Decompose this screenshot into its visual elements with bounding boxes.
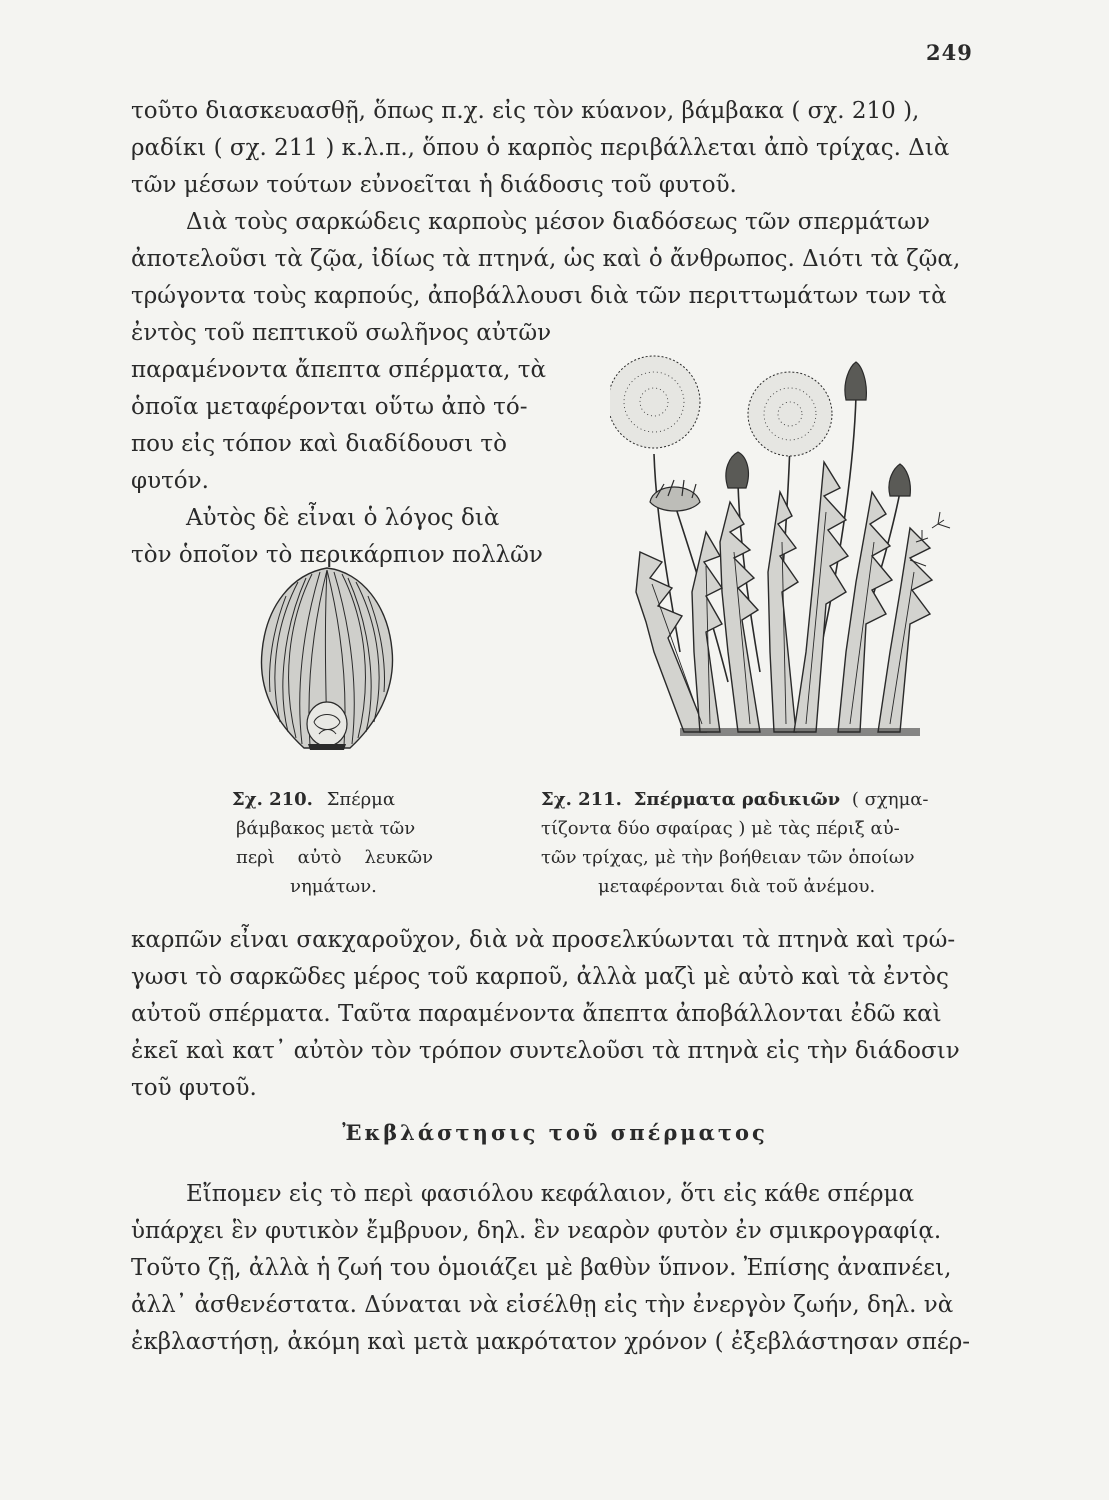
seed-head-right — [748, 372, 832, 456]
text-line: ἐκβλαστήσῃ, ἀκόμη καὶ μετὰ μακρότατον χρόνον ( ἐξεβλάστησαν σπέρ- — [131, 1329, 971, 1355]
text-line: καρπῶν εἶναι σακχαροῦχον, διὰ νὰ προσελκύωνται τὰ πτηνὰ καὶ τρώ- — [131, 927, 956, 953]
caption-line — [232, 788, 395, 812]
text-line: Διὰ τοὺς σαρκώδεις καρποὺς μέσον διαδόσεως τῶν σπερμάτων — [186, 209, 930, 235]
cotton-seed-illustration — [252, 562, 402, 754]
text-line: φυτόν. — [131, 468, 209, 494]
caption-line: μεταφέρονται διὰ τοῦ ἀνέμου. — [598, 876, 876, 897]
text-line: αὐτοῦ σπέρματα. Ταῦτα παραμένοντα ἄπεπτα ἀποβάλλονται ἐδῶ καὶ — [131, 1001, 942, 1027]
text-line: ὑπάρχει ἓν φυτικὸν ἔμβρυον, δηλ. ἓν νεαρὸν φυτὸν ἐν σμικρογραφίᾳ. — [131, 1218, 942, 1244]
caption-line: τίζοντα δύο σφαίρας ) μὲ τὰς πέριξ αὐ- — [541, 818, 900, 839]
text-line: που εἰς τόπον καὶ διαδίδουσι τὸ — [131, 431, 507, 457]
page-number: 249 — [926, 40, 973, 65]
text-line: τὸν ὁποῖον τὸ περικάρπιον πολλῶν — [131, 542, 543, 568]
caption-line — [541, 788, 929, 812]
text-line: γωσι τὸ σαρκῶδες μέρος τοῦ καρποῦ, ἀλλὰ μαζὶ μὲ αὐτὸ καὶ τὰ ἐντὸς — [131, 964, 949, 990]
caption-label: Σχ. 211. — [541, 789, 622, 810]
text-line: τοῦτο διασκευασθῇ, ὅπως π.χ. εἰς τὸν κύανον, βάμβακα ( σχ. 210 ), — [131, 98, 920, 124]
text-line: ἐντὸς τοῦ πεπτικοῦ σωλῆνος αὐτῶν — [131, 320, 552, 346]
caption-line: βάμβακος μετὰ τῶν — [236, 818, 416, 839]
text-line: ἀλλ᾽ ἀσθενέστατα. Δύναται νὰ εἰσέλθῃ εἰς τὴν ἐνεργὸν ζωήν, δηλ. νὰ — [131, 1292, 954, 1318]
section-heading: Ἐκβλάστησις τοῦ σπέρματος — [342, 1120, 768, 1145]
text-line: Εἴπομεν εἰς τὸ περὶ φασιόλου κεφάλαιον, ὅτι εἰς κάθε σπέρμα — [186, 1181, 914, 1207]
text-line: ἀποτελοῦσι τὰ ζῷα, ἰδίως τὰ πτηνά, ὡς καὶ ὁ ἄνθρωπος. Διότι τὰ ζῷα, — [131, 246, 961, 272]
caption-line: τῶν τρίχας, μὲ τὴν βοήθειαν τῶν ὁποίων — [541, 847, 915, 868]
text-line: τῶν μέσων τούτων εὐνοεῖται ἡ διάδοσις τοῦ φυτοῦ. — [131, 172, 737, 198]
caption-text: ( σχημα- — [851, 789, 929, 810]
text-line: ραδίκι ( σχ. 211 ) κ.λ.π., ὅπου ὁ καρπὸς περιβάλλεται ἀπὸ τρίχας. Διὰ — [131, 135, 950, 161]
text-line: Τοῦτο ζῇ, ἀλλὰ ἡ ζωή του ὁμοιάζει μὲ βαθὺν ὕπνον. Ἐπίσης ἀναπνέει, — [131, 1255, 952, 1281]
caption-text: Σπέρμα — [326, 789, 396, 810]
seed-head-left — [610, 356, 700, 448]
text-line: ὁποῖα μεταφέρονται οὕτω ἀπὸ τό- — [131, 394, 528, 420]
text-line: τοῦ φυτοῦ. — [131, 1075, 257, 1101]
dandelion-illustration — [610, 352, 976, 740]
text-line: Αὐτὸς δὲ εἶναι ὁ λόγος διὰ — [186, 505, 500, 531]
caption-line: περὶ αὐτὸ λευκῶν — [236, 847, 434, 868]
text-line: παραμένοντα ἄπεπτα σπέρματα, τὰ — [131, 357, 547, 383]
caption-title: Σπέρματα ραδικιῶν — [633, 789, 841, 810]
caption-line: νημάτων. — [290, 876, 377, 897]
text-line: ἐκεῖ καὶ κατ᾽ αὐτὸν τὸν τρόπον συντελοῦσι τὰ πτηνὰ εἰς τὴν διάδοσιν — [131, 1038, 960, 1064]
caption-label: Σχ. 210. — [232, 789, 313, 810]
text-line: τρώγοντα τοὺς καρπούς, ἀποβάλλουσι διὰ τῶν περιττωμάτων των τὰ — [131, 283, 947, 309]
